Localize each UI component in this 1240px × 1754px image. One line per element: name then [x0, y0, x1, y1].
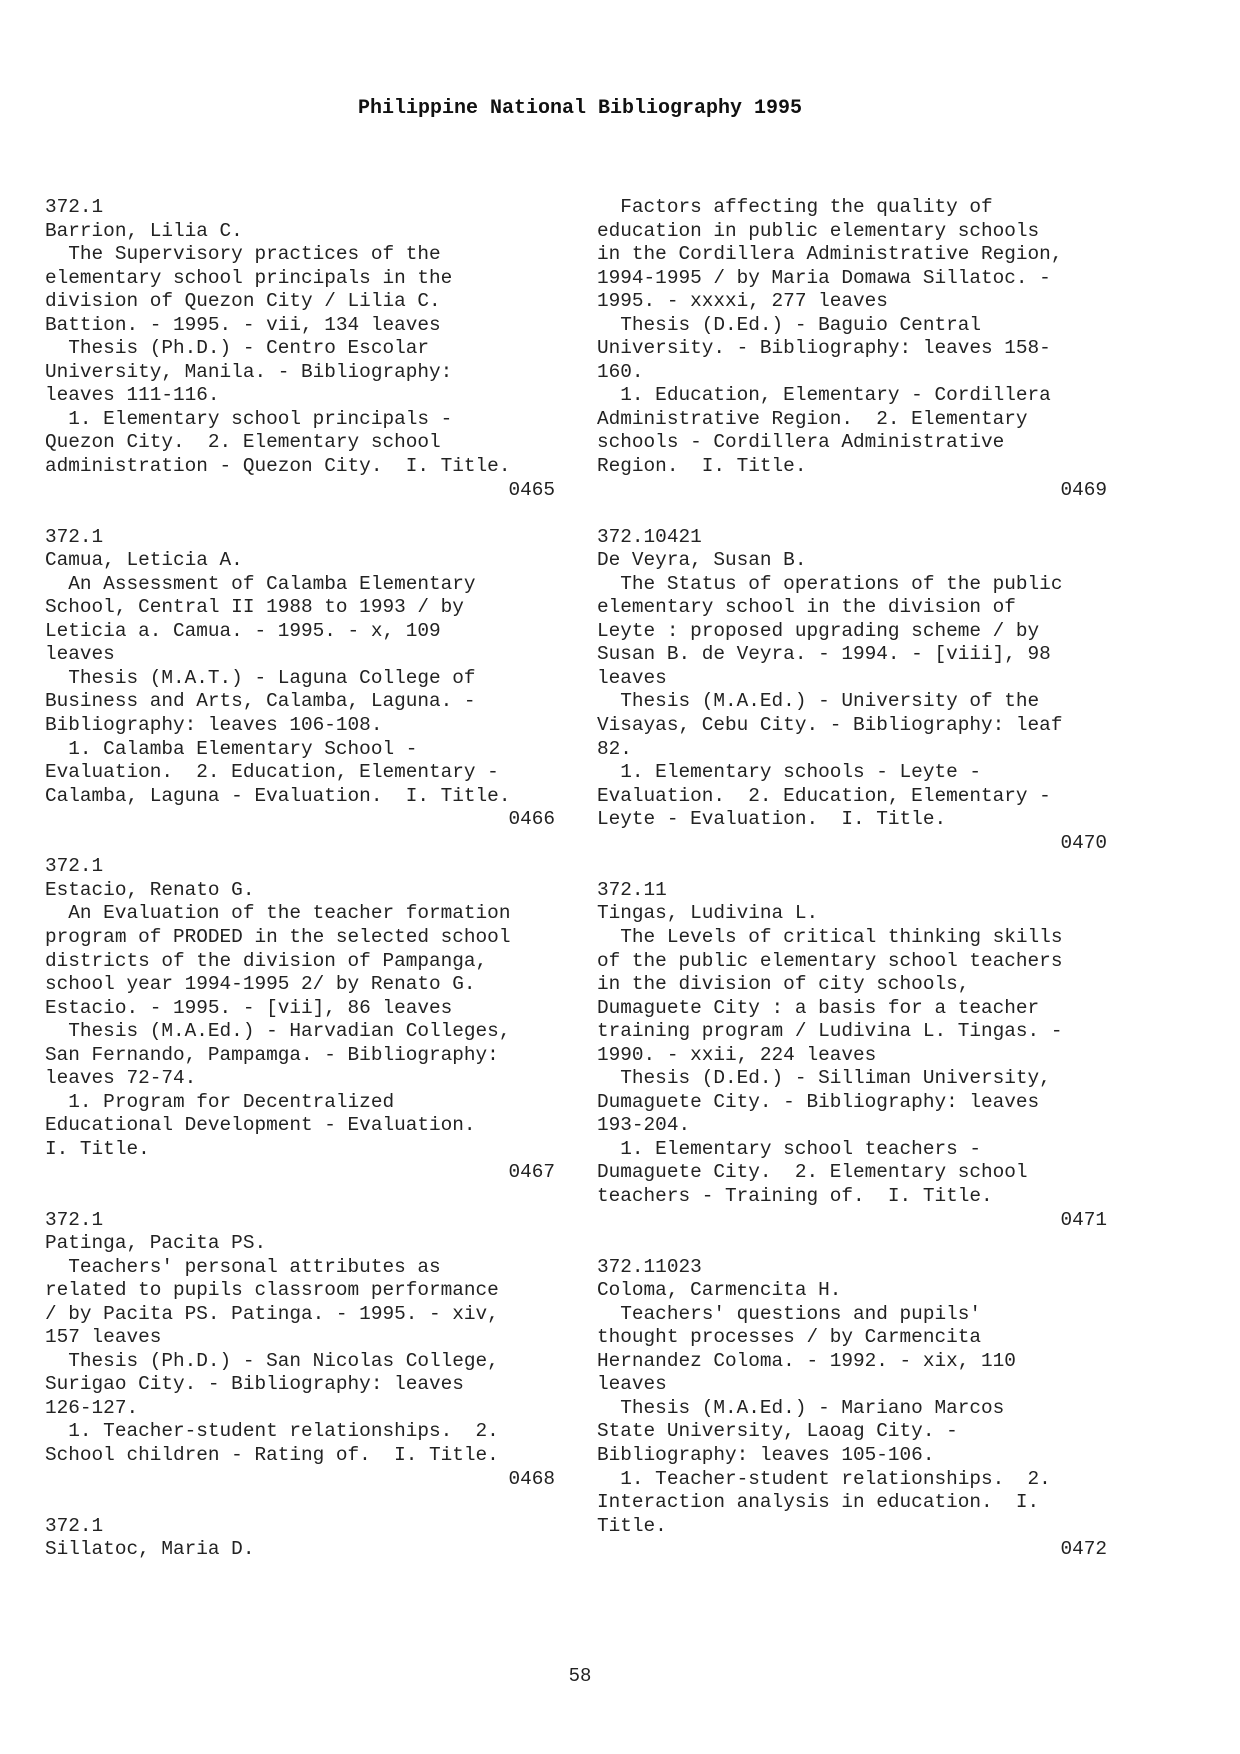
entry-line: Teachers' personal attributes as	[45, 1255, 441, 1278]
entry-line: in the Cordillera Administrative Region,	[597, 243, 1063, 266]
entry-number: 0467	[508, 1161, 555, 1184]
page-number: 58	[568, 1665, 592, 1687]
entry-line: / by Pacita PS. Patinga. - 1995. - xiv,	[45, 1302, 499, 1325]
entry-line: Leticia a. Camua. - 1995. - x, 109	[45, 619, 441, 642]
entry-line: leaves	[597, 1373, 667, 1396]
entry-line: Thesis (M.A.Ed.) - University of the	[597, 690, 1040, 713]
entry-line: Administrative Region. 2. Elementary	[597, 407, 1028, 430]
entry-line: School, Central II 1988 to 1993 / by	[45, 596, 464, 619]
entry-line: in the division of city schools,	[597, 973, 970, 996]
entry-line: Thesis (Ph.D.) - San Nicolas College,	[45, 1349, 499, 1372]
entry-line: elementary school in the division of	[597, 596, 1016, 619]
entry-line: Thesis (D.Ed.) - Silliman University,	[597, 1067, 1051, 1090]
entry-line: Patinga, Pacita PS.	[45, 1232, 267, 1255]
entry-line: Dumaguete City : a basis for a teacher	[597, 996, 1040, 1019]
entry-line: 1. Elementary schools - Leyte -	[597, 761, 981, 784]
entry-line: The Levels of critical thinking skills	[597, 925, 1063, 948]
entry-line: School children - Rating of. I. Title.	[45, 1443, 499, 1466]
entry-line: 1995. - xxxxi, 277 leaves	[597, 290, 888, 313]
page-title: Philippine National Bibliography 1995	[357, 97, 803, 120]
entry-line: elementary school principals in the	[45, 266, 453, 289]
entry-line: Educational Development - Evaluation.	[45, 1114, 476, 1137]
entry-line: 1990. - xxii, 224 leaves	[597, 1043, 877, 1066]
entry-number: 0466	[508, 808, 555, 831]
blank-line	[45, 502, 555, 526]
entry-line: San Fernando, Pampamga. - Bibliography:	[45, 1043, 499, 1066]
entry-line: program of PRODED in the selected school	[45, 925, 511, 948]
entry-line: Leyte - Evaluation. I. Title.	[597, 808, 947, 831]
entry-line: 372.1	[45, 525, 104, 548]
blank-line	[597, 855, 1107, 879]
blank-line	[45, 1491, 555, 1515]
entry-line: Bibliography: leaves 106-108.	[45, 714, 383, 737]
entry-line: 160.	[597, 360, 644, 383]
entry-line: Title.	[597, 1514, 667, 1537]
entry-line: Factors affecting the quality of	[597, 196, 993, 218]
entry-line: of the public elementary school teachers	[597, 949, 1063, 972]
entry-number: 0468	[508, 1467, 555, 1490]
entry-line: Camua, Leticia A.	[45, 549, 243, 572]
entry-line: related to pupils classroom performance	[45, 1279, 499, 1302]
entry-line: 1. Teacher-student relationships. 2.	[45, 1420, 499, 1443]
entry-line: education in public elementary schools	[597, 219, 1040, 242]
entry-line: The Status of operations of the public	[597, 572, 1063, 595]
entry-line: Susan B. de Veyra. - 1994. - [viii], 98	[597, 643, 1051, 666]
entry-line: 1. Teacher-student relationships. 2.	[597, 1467, 1051, 1490]
entry-line: leaves 72-74.	[45, 1067, 197, 1090]
entry-line: 1. Program for Decentralized	[45, 1090, 395, 1113]
entry-line: leaves	[45, 643, 115, 666]
entry-line: The Supervisory practices of the	[45, 243, 441, 266]
entry-line: Thesis (Ph.D.) - Centro Escolar	[45, 337, 429, 360]
entry-line: 372.1	[45, 855, 104, 878]
entry-line: Hernandez Coloma. - 1992. - xix, 110	[597, 1349, 1016, 1372]
left-column	[45, 196, 555, 1562]
entry-number: 0472	[1060, 1538, 1107, 1561]
entry-line: Evaluation. 2. Education, Elementary -	[597, 784, 1051, 807]
blank-line	[597, 1232, 1107, 1256]
entry-line: leaves 111-116.	[45, 384, 220, 407]
entry-line: thought processes / by Carmencita	[597, 1326, 981, 1349]
blank-line	[45, 832, 555, 856]
entry-line: teachers - Training of. I. Title.	[597, 1184, 993, 1207]
entry-line: Thesis (M.A.T.) - Laguna College of	[45, 666, 476, 689]
entry-line: districts of the division of Pampanga,	[45, 949, 488, 972]
entry-number: 0465	[508, 478, 555, 501]
entry-line: leaves	[597, 666, 667, 689]
entry-line: Estacio. - 1995. - [vii], 86 leaves	[45, 996, 453, 1019]
entry-number: 0469	[1060, 478, 1107, 501]
right-column	[597, 196, 1107, 1562]
entry-line: 126-127.	[45, 1396, 139, 1419]
entry-line: 372.11023	[597, 1255, 702, 1278]
entry-line: De Veyra, Susan B.	[597, 549, 807, 572]
entry-line: 1. Education, Elementary - Cordillera	[597, 384, 1051, 407]
entry-line: Interaction analysis in education. I.	[597, 1491, 1040, 1514]
entry-line: Sillatoc, Maria D.	[45, 1538, 255, 1561]
entry-line: 1. Calamba Elementary School -	[45, 737, 418, 760]
entry-line: Dumaguete City. - Bibliography: leaves	[597, 1090, 1040, 1113]
entry-line: Thesis (M.A.Ed.) - Mariano Marcos	[597, 1396, 1005, 1419]
entry-line: University. - Bibliography: leaves 158-	[597, 337, 1051, 360]
entry-line: school year 1994-1995 2/ by Renato G.	[45, 973, 476, 996]
entry-line: Calamba, Laguna - Evaluation. I. Title.	[45, 784, 511, 807]
entry-line: An Evaluation of the teacher formation	[45, 902, 511, 925]
entry-line: Business and Arts, Calamba, Laguna. -	[45, 690, 476, 713]
entry-line: 1. Elementary school principals -	[45, 407, 453, 430]
entry-line: schools - Cordillera Administrative	[597, 431, 1005, 454]
entry-line: 372.11	[597, 878, 667, 901]
entry-line: Teachers' questions and pupils'	[597, 1302, 981, 1325]
entry-line: training program / Ludivina L. Tingas. -	[597, 1020, 1063, 1043]
entry-line: Estacio, Renato G.	[45, 878, 255, 901]
entry-line: University, Manila. - Bibliography:	[45, 360, 453, 383]
entry-line: 1. Elementary school teachers -	[597, 1137, 981, 1160]
entry-line: Coloma, Carmencita H.	[597, 1279, 842, 1302]
entry-line: Thesis (D.Ed.) - Baguio Central	[597, 313, 981, 336]
entry-line: 372.1	[45, 1208, 104, 1231]
entry-line: 372.1	[45, 196, 104, 218]
entry-line: 372.10421	[597, 525, 702, 548]
entry-line: 82.	[597, 737, 632, 760]
entry-line: Barrion, Lilia C.	[45, 219, 243, 242]
entry-line: Bibliography: leaves 105-106.	[597, 1443, 935, 1466]
entry-line: Thesis (M.A.Ed.) - Harvadian Colleges,	[45, 1020, 511, 1043]
entry-line: 157 leaves	[45, 1326, 162, 1349]
entry-line: 372.1	[45, 1514, 104, 1537]
entry-line: 1994-1995 / by Maria Domawa Sillatoc. -	[597, 266, 1051, 289]
blank-line	[597, 502, 1107, 526]
entry-number: 0470	[1060, 831, 1107, 854]
entry-line: Surigao City. - Bibliography: leaves	[45, 1373, 464, 1396]
entry-line: I. Title.	[45, 1137, 150, 1160]
entry-line: Evaluation. 2. Education, Elementary -	[45, 761, 499, 784]
entry-line: Region. I. Title.	[597, 455, 807, 478]
entry-line: Leyte : proposed upgrading scheme / by	[597, 619, 1040, 642]
entry-line: 193-204.	[597, 1114, 691, 1137]
entry-line: Battion. - 1995. - vii, 134 leaves	[45, 313, 441, 336]
blank-line	[45, 1185, 555, 1209]
entry-line: Tingas, Ludivina L.	[597, 902, 819, 925]
entry-line: administration - Quezon City. I. Title.	[45, 455, 511, 478]
entry-number: 0471	[1060, 1208, 1107, 1231]
entry-line: division of Quezon City / Lilia C.	[45, 290, 441, 313]
entry-line: Quezon City. 2. Elementary school	[45, 431, 441, 454]
entry-line: Visayas, Cebu City. - Bibliography: leaf	[597, 714, 1063, 737]
entry-line: Dumaguete City. 2. Elementary school	[597, 1161, 1028, 1184]
entry-line: State University, Laoag City. -	[597, 1420, 958, 1443]
entry-line: An Assessment of Calamba Elementary	[45, 572, 476, 595]
